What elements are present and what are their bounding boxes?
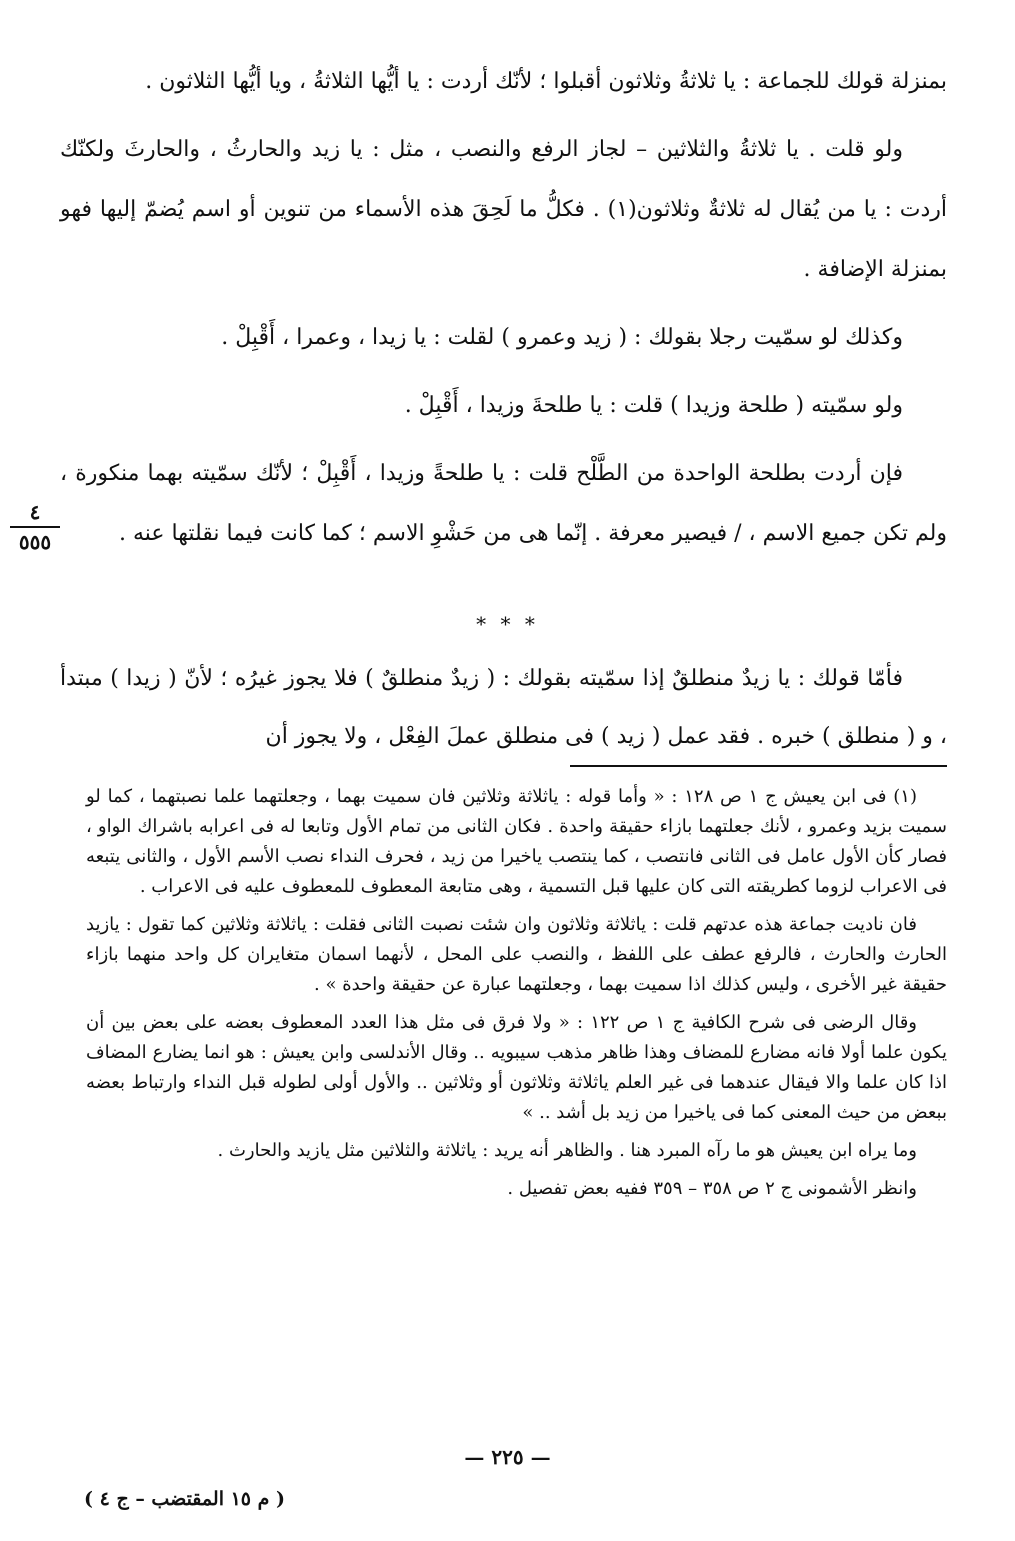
footnote-paragraph: وقال الرضى فى شرح الكافية ج ١ ص ١٢٢ : « ولا فرق فى مثل هذا العدد المعطوف بعضه على بعض بين أن يكون علما أولا فانه مضارع للمضاف وهذا ظاهر مذهب سيبويه .. وقال الأندلسى وابن يعيش : هو انما يضارع المضاف اذا كان علما والا فيقال عندهما فى غير العلم ياثلاثة وثلاثون أو وثلاثين .. والأول أولى لطوله قبل النداء وارتباط بعضه ببعض من حيث المعنى كما فى ياخيرا من زيد بل أشد .. » [86,1012,947,1123]
margin-reference [10,500,60,554]
printer-signature: ( م ١٥ المقتضب – ج ٤ ) [84,1488,285,1510]
main-text [60,52,947,572]
margin-page: ٥٥٥ [18,530,52,554]
section-separator: * * * [476,612,539,636]
paragraph: ولو سمّيته ( طلحة وزيدا ) قلت : يا طلحةَ وزيدا ، أَقْبِلْ . [404,393,903,418]
margin-volume: ٤ [10,500,60,528]
paragraph: وكذلك لو سمّيت رجلا بقولك : ( زيد وعمرو ) لقلت : يا زيدا ، وعمرا ، أَقْبِلْ . [221,325,903,350]
paragraph: ولو قلت . يا ثلاثةُ والثلاثين – لجاز الرفع والنصب ، مثل : يا زيد والحارثُ ، والحارثَ ولكنّك أردت : يا من يُقال له ثلاثةٌ وثلاثون(١) . فكلُّ ما لَحِقَ هذه الأسماء من تنوين أو اسم يُضمّ إليها فهو بمنزلة الإضافة . [60,137,947,282]
paragraph: فإن أردت بطلحة الواحدة من الطَّلْح قلت : يا طلحةً وزيدا ، أَقْبِلْ ؛ لأنّك سمّيته بهما منكورة ، ولم تكن جميع الاسم ، / فيصير معرفة . إنّما هى من حَشْوِ الاسم ؛ كما كانت فيما نقلتها عنه . [60,461,947,546]
footnote-paragraph: وانظر الأشمونى ج ٢ ص ٣٥٨ – ٣٥٩ ففيه بعض تفصيل . [507,1178,917,1199]
footnotes [86,782,947,1212]
footnote-paragraph: (١) فى ابن يعيش ج ١ ص ١٢٨ : « وأما قوله : ياثلاثة وثلاثين فان سميت بهما ، وجعلتهما علما نصبتهما ، كما لو سميت بزيد وعمرو ، لأنك جعلتهما بازاء حقيقة واحدة . فكان الثانى من تمام الأول وتابعا له فى اعرابه باشراك الواو ، فصار كأن الأول عامل فى الثانى فانتصب ، كما ينتصب ياخيرا من زيد ، فحرف النداء نصب الأسم الأول ، والثانى يتبعه فى الاعراب لزوما كطريقته التى كان عليها قبل التسمية ، وهى متابعة المعطوف للمعطوف عليه فى الاعراب . [86,786,947,897]
page-number: — ٢٢٥ — [464,1445,551,1469]
paragraph: بمنزلة قولك للجماعة : يا ثلاثةُ وثلاثون أقبلوا ؛ لأنّك أردت : يا أيُّها الثلاثةُ ، ويا أيُّها الثلاثون . [145,69,947,94]
paragraph: فأمّا قولك : يا زيدٌ منطلقٌ إذا سمّيته بقولك : ( زيدٌ منطلقٌ ) فلا يجوز غيرُه ؛ لأنّ ( زيدا ) مبتدأ ، و ( منطلق ) خبره . فقد عمل ( زيد ) فى منطلق عملَ الفِعْل ، ولا يجوز أن [60,666,947,749]
footnote-divider [570,765,947,767]
footnote-paragraph: فان ناديت جماعة هذه عدتهم قلت : ياثلاثة وثلاثون وان شئت نصبت الثانى فقلت : ياثلاثة وثلاثين كما تقول : يازيد الحارث والحارث ، فالرفع عطف على اللفظ ، والنصب على المحل ، لأنهما اسمان متغايران كل واحد منهما بازاء حقيقة غير الأخرى ، وليس كذلك اذا سميت بهما ، وجعلتهما عبارة عن حقيقة واحدة » . [86,914,947,995]
footnote-paragraph: وما يراه ابن يعيش هو ما رآه المبرد هنا . والظاهر أنه يريد : ياثلاثة والثلاثين مثل يازيد والحارث . [217,1140,917,1161]
main-text-continued [60,650,947,766]
